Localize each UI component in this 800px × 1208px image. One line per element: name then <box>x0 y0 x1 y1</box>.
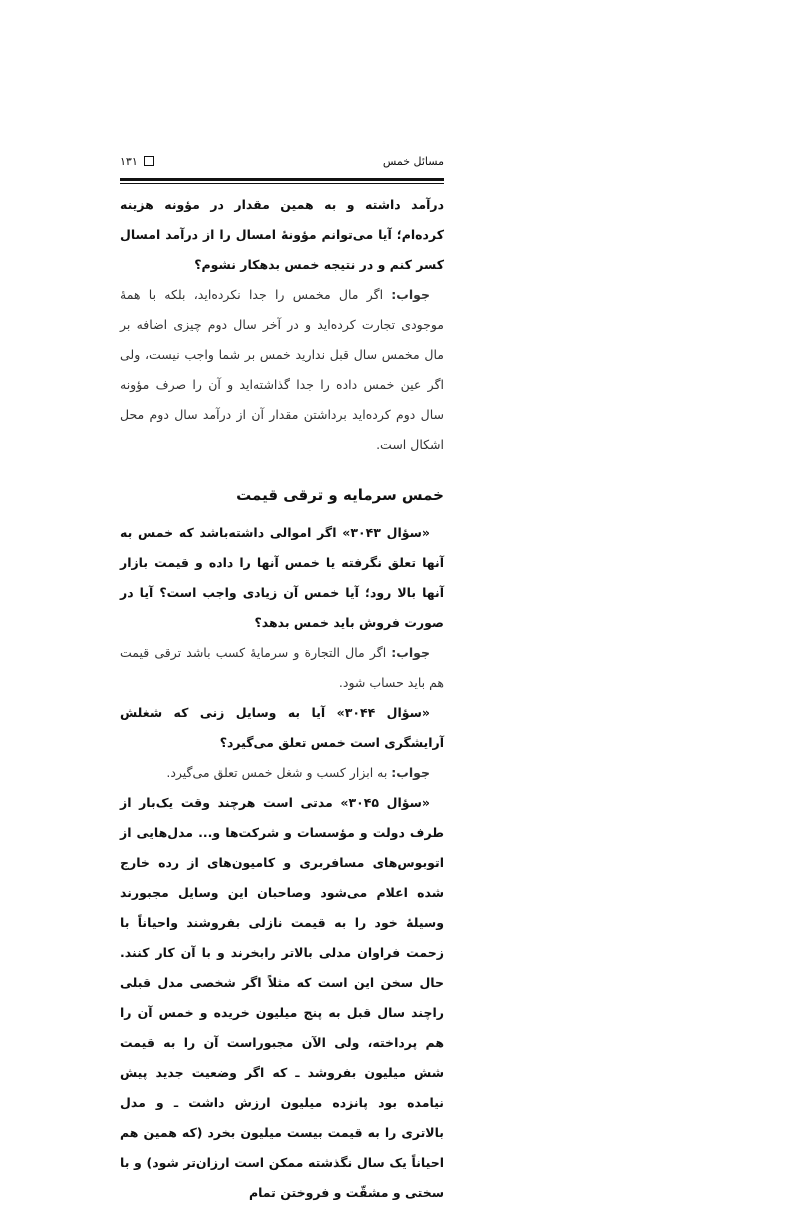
answer-label: جواب: <box>391 287 430 302</box>
question-3045: «سؤال ۳۰۴۵» مدتی است هرچند وقت یک‌بار از طرف دولت و مؤسسات و شرکت‌ها و... مدل‌هایی از اتوبوس‌های مسافربری و کامیون‌های از رده خارج شده اعلام می‌شود وصاحبان این وسایل مجبورند وسیلهٔ خود را به قیمت نازلی بفروشند واحیاناً با زحمت فراوان مدلی بالاتر رابخرند و با آن کار کنند. حال سخن این است که مثلاً اگر شخصی مدل قبلی راچند سال قبل به پنج میلیون خریده و خمس آن را هم پرداخته، ولی الآن مجبوراست آن را به قیمت شش میلیون بفروشد ـ که اگر وضعیت جدید پیش نیامده بود پانزده میلیون ارزش داشت ـ و مدل بالاتری را به قیمت بیست میلیون بخرد (که همین هم احیاناً یک سال نگذشته ممکن است ارزان‌تر شود) و با سختی و مشقّت و فروختن تمام <box>120 795 444 1200</box>
header-rule-thin <box>120 183 444 184</box>
document-page <box>120 150 444 1208</box>
answer-text: اگر مال مخمس را جدا نکرده‌اید، بلکه با همهٔ موجودی تجارت کرده‌اید و در آخر سال دوم چیزی اضافه بر مال مخمس سال قبل ندارید خمس بر شما واجب نیست، ولی اگر عین خمس داده را جدا گذاشته‌اید و آن را صرف مؤونه سال دوم کرده‌اید برداشتن مقدار آن از درآمد سال دوم محل اشکال است. <box>120 287 444 452</box>
page-number-group <box>120 155 154 168</box>
answer-3044 <box>120 758 444 788</box>
answer-text: اگر مال التجارة و سرمایهٔ کسب باشد ترقی قیمت هم باید حساب شود. <box>120 645 444 690</box>
page-header <box>120 150 444 172</box>
question-continued: درآمد داشته و به همین مقدار در مؤونه هزینه کرده‌ام؛ آیا می‌توانم مؤونهٔ امسال را از درآمد امسال کسر کنم و در نتیجه خمس بدهکار نشوم؟ <box>120 197 444 272</box>
square-icon <box>144 156 154 166</box>
section-heading: خمس سرمایه و ترقی قیمت <box>236 486 444 504</box>
question-3044: «سؤال ۳۰۴۴» آیا به وسایل زنی که شغلش آرایشگری است خمس تعلق می‌گیرد؟ <box>120 705 444 750</box>
answer-label: جواب: <box>391 765 430 780</box>
answer-paragraph <box>120 280 444 460</box>
running-title: مسائل خمس <box>382 154 444 168</box>
answer-text: به ابزار کسب و شغل خمس تعلق می‌گیرد. <box>166 765 392 780</box>
question-3043: «سؤال ۳۰۴۳» اگر اموالی داشته‌باشد که خمس به آنها تعلق نگرفته یا خمس آنها را داده و قیمت بازار آنها بالا رود؛ آیا خمس آن زیادی واجب است؟ آیا در صورت فروش باید خمس بدهد؟ <box>120 525 444 630</box>
page-number: ۱۳۱ <box>120 154 138 168</box>
answer-3043 <box>120 638 444 698</box>
header-rule <box>120 178 444 181</box>
answer-label: جواب: <box>391 645 430 660</box>
